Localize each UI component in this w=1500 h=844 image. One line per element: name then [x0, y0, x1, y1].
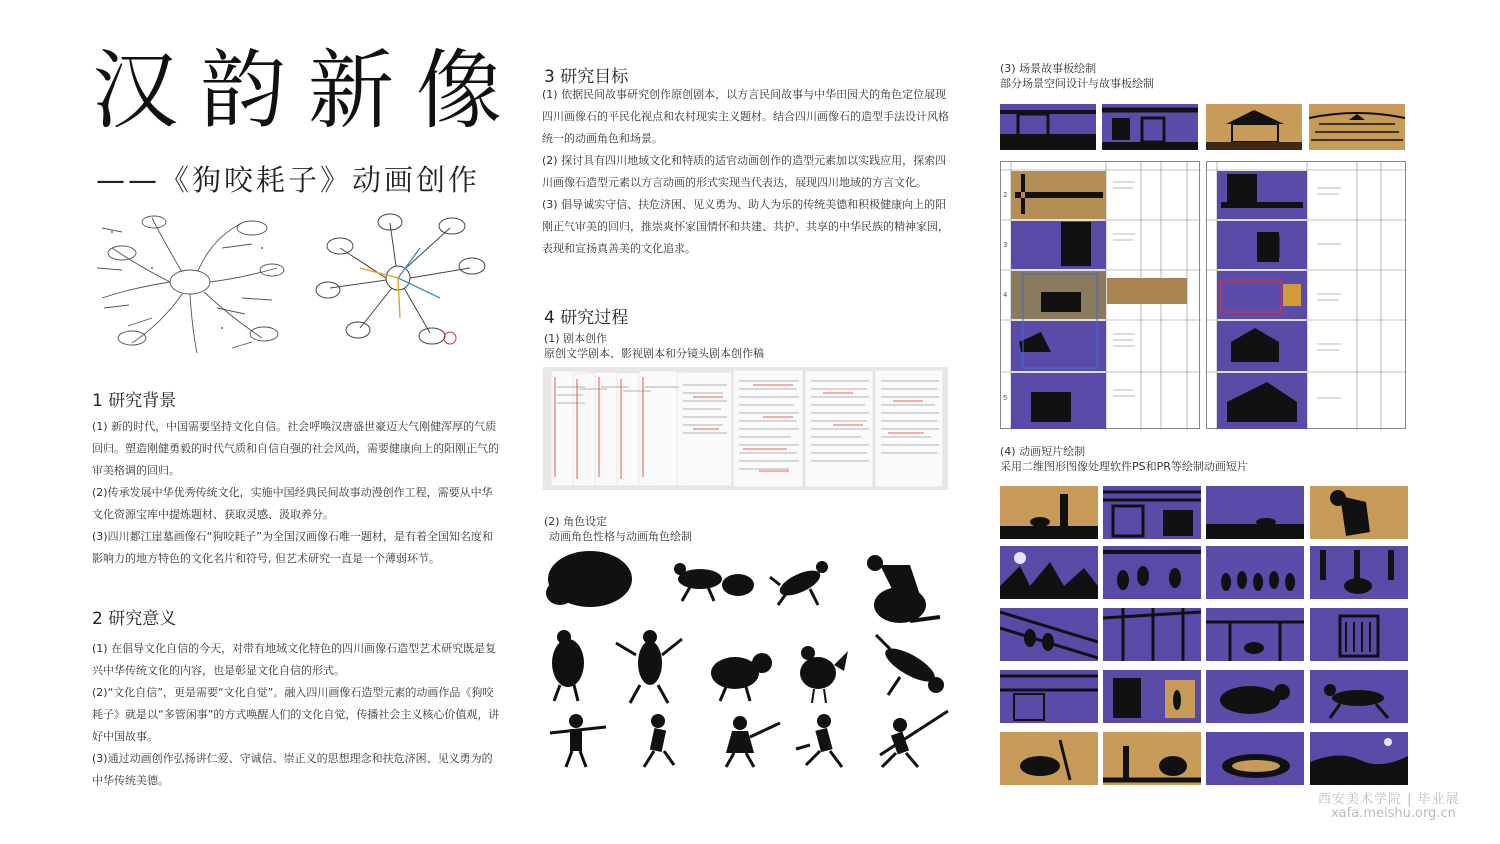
animation-frame [1000, 486, 1098, 539]
mind-map-sketch-right [300, 208, 496, 356]
animation-frame [1310, 670, 1408, 723]
svg-text:5: 5 [1003, 394, 1008, 402]
animation-frame [1310, 486, 1408, 539]
section-3-paragraph: (1) 依据民间故事研究创作原创剧本，以方言民间故事与中华田园犬的角色定位展现四川画像石的平民化视点和农村现实主义题材。结合四川画像石的造型手法设计风格统一的动画角色和场景。 [542, 88, 949, 145]
poster-subtitle: ——《狗咬耗子》动画创作 [96, 163, 481, 197]
scene-thumbnail [1309, 104, 1405, 150]
section-2-body [92, 638, 502, 792]
script-drafts-photo [543, 367, 948, 490]
section-1-paragraph: (3)四川郪江崖墓画像石“狗咬耗子”为全国汉画像石唯一题材，是有着全国知名度和影响力的地方特色的文化名片和符号, 但艺术研究一直是一个薄弱环节。 [92, 530, 493, 565]
section-3-paragraph: (3) 倡导诚实守信、扶危济困、见义勇为、助人为乐的传统美德和积极健康向上的阳刚正气审美的回归，推崇爽怀家国情怀和共建、共护、共享的中华民族的精神家园，表现和宣扬真善美的文化追求。 [542, 198, 949, 255]
section-1-heading: 1 研究背景 [92, 391, 177, 411]
storyboard-step-title: (3) 场景故事板绘制 [1000, 62, 1097, 75]
animation-frame [1206, 670, 1304, 723]
animation-frame [1206, 732, 1304, 785]
section-1-paragraph: (1) 新的时代，中国需要坚持文化自信。社会呼唤汉唐盛世豪迈大气刚健浑厚的气质回归。塑造刚健勇毅的时代气质和自信自强的社会风尚，需要健康向上的阳刚正气的审美格调的回归。 [92, 420, 499, 477]
rat-with-bundle-silhouette [711, 653, 772, 701]
animation-step-desc: 采用二维图形图像处理软件PS和PR等绘制动画短片 [1000, 460, 1248, 473]
animation-step-title: (4) 动画短片绘制 [1000, 445, 1086, 458]
section-2-paragraph: (1) 在倡导文化自信的今天，对带有地域文化特色的四川画像石造型艺术研究既是复兴中华传统文化的内容，也是彰显文化自信的形式。 [92, 642, 497, 677]
poster-title: 汉韵新像 [92, 41, 524, 141]
man-with-hoe-silhouette [880, 711, 948, 767]
section-3-body [542, 84, 950, 260]
animation-frame [1000, 732, 1098, 785]
rat-with-stick-silhouette [616, 630, 682, 703]
watermark-url: xafa.meishu.org.cn [1331, 806, 1456, 821]
storyboard-sheet-left [1000, 161, 1200, 429]
animation-frame [1206, 608, 1304, 661]
man-with-spade-silhouette [550, 714, 606, 767]
script-step-title: (1) 剧本创作 [544, 332, 608, 345]
man-walking-silhouette [644, 714, 674, 767]
animation-frame [1000, 546, 1098, 599]
svg-text:2: 2 [1003, 191, 1008, 199]
section-3-heading: 3 研究目标 [544, 67, 629, 87]
standing-rat-silhouette [552, 630, 584, 701]
character-silhouettes [540, 545, 950, 770]
svg-text:3: 3 [1003, 241, 1008, 249]
svg-text:4: 4 [1003, 291, 1008, 299]
animation-frame [1310, 732, 1408, 785]
animation-frame [1206, 486, 1304, 539]
section-4-heading: 4 研究过程 [544, 308, 629, 328]
rooster-silhouette [800, 646, 848, 703]
animation-frame [1000, 670, 1098, 723]
woman-with-broom-silhouette [726, 716, 780, 767]
scene-thumbnail [1206, 104, 1302, 150]
animation-frame [1310, 608, 1408, 661]
storyboard-step-desc: 部分场景空间设计与故事板绘制 [1000, 77, 1154, 90]
animation-frame [1000, 608, 1098, 661]
animation-frame [1103, 608, 1201, 661]
section-2-heading: 2 研究意义 [92, 609, 177, 629]
character-step-title: (2) 角色设定 [544, 515, 608, 528]
section-1-paragraph: (2)传承发展中华优秀传统文化，实施中国经典民间故事动漫创作工程，需要从中华文化资源宝库中提炼题材、获取灵感、汲取养分。 [92, 486, 493, 521]
animation-frame [1206, 546, 1304, 599]
section-3-paragraph: (2) 探讨具有四川地域文化和特质的适官动画创作的造型元素加以实践应用，探索四川画像石造型元素以方言动画的形式实现当代表达，展现四川地域的方言文化。 [542, 154, 947, 189]
sitting-dog-silhouette [867, 555, 940, 623]
section-2-paragraph: (3)通过动画创作弘扬讲仁爱、守诚信、崇正义的思想理念和扶危济困、见义勇为的中华传统美德。 [92, 752, 493, 787]
animation-frame [1103, 732, 1201, 785]
section-1-body [92, 416, 502, 570]
animation-frame [1103, 546, 1201, 599]
animation-frame [1310, 546, 1408, 599]
script-step-desc: 原创文学剧本、影视剧本和分镜头剧本创作稿 [544, 347, 764, 360]
animation-frame [1103, 670, 1201, 723]
man-running-silhouette [796, 714, 842, 767]
mind-map-sketch-left [92, 208, 288, 356]
watermark-logo-text: 西安美术学院 | 毕业展 [1318, 792, 1460, 807]
character-step-desc: 动画角色性格与动画角色绘制 [549, 530, 692, 543]
rat-carrying-bag-silhouette [674, 563, 754, 601]
scene-thumbnail [1000, 104, 1096, 150]
running-dog-silhouette [770, 561, 828, 605]
rat-with-sack-silhouette [546, 551, 632, 607]
animation-frame [1103, 486, 1201, 539]
storyboard-sheet-right [1206, 161, 1406, 429]
scene-thumbnail [1102, 104, 1198, 150]
leaping-cat-silhouette [876, 635, 944, 695]
section-2-paragraph: (2)“文化自信”，更是需要“文化自觉”。融入四川画像石造型元素的动画作品《狗咬耗子》就是以“多管闲事”的方式唤醒人们的文化自觉，传播社会主义核心价值观，讲好中国故事。 [92, 686, 500, 743]
